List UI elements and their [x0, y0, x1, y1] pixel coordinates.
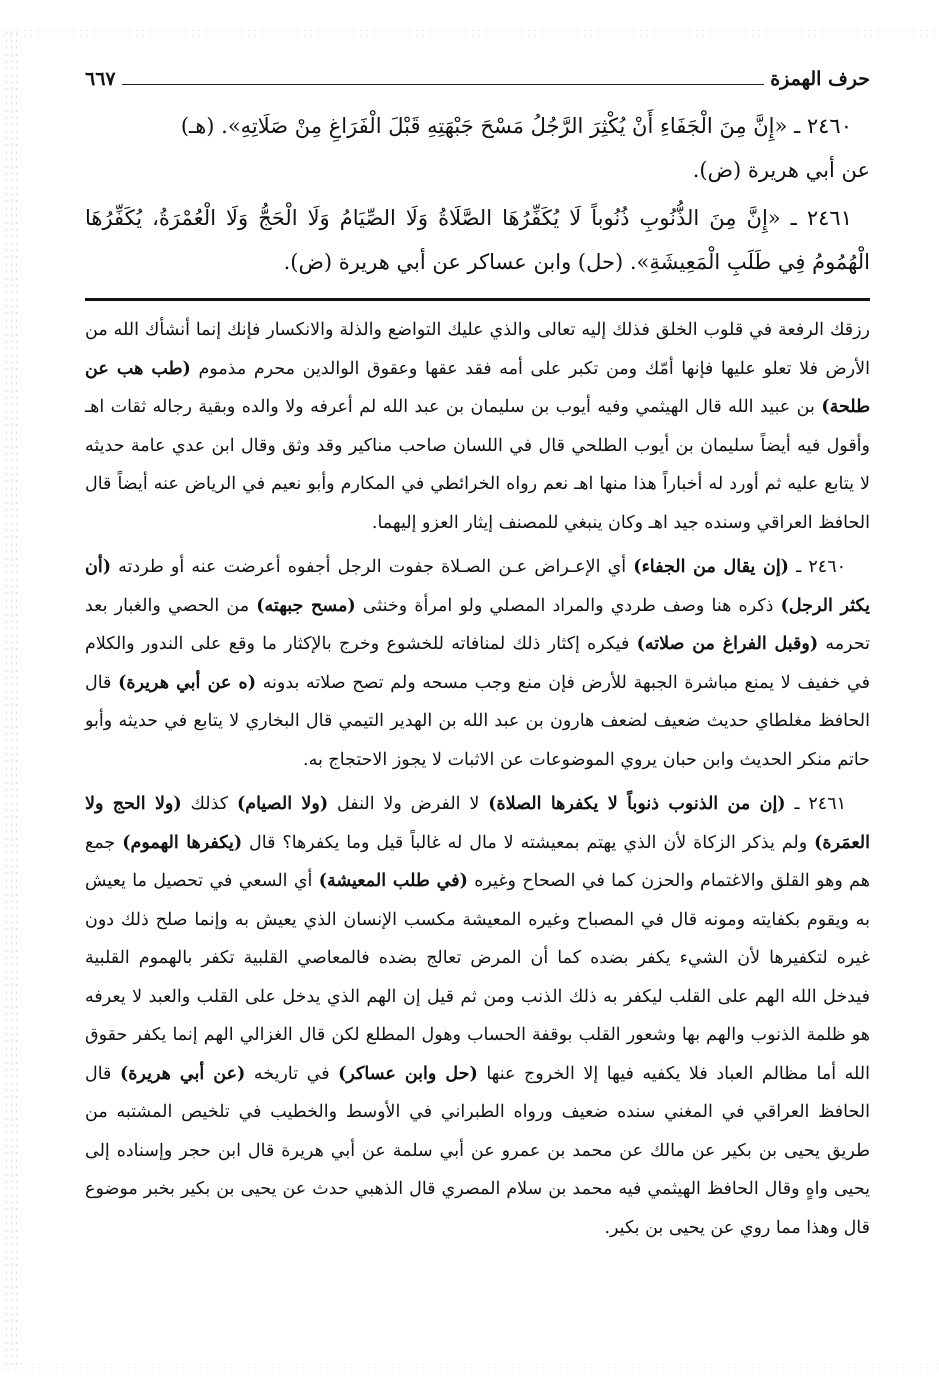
quoted-phrase: (أن يكثر الرجل): [85, 557, 871, 616]
scan-noise-bottom: [0, 1362, 939, 1372]
running-header: [85, 60, 870, 90]
commentary-text: فيكره إكثار ذلك لمنافاته للخشوع وخرج بالإكثار ما وقع على الندور والكلام في خفيف لا يمنع مباشرة الجبهة للأرض فإن منع وجب مسحه ولم تصح صلاته بدونه: [85, 634, 871, 693]
hadith-2460-source: عن أبي هريرة (ض).: [692, 158, 870, 182]
commentary-text: بن عبيد الله قال الهيثمي وفيه أيوب بن سليمان بن عبد الله لم أعرفه ولا والده وبقية رجاله ثقات اهـ وأقول فيه أيضاً سليمان بن أيوب الطلحي قال في اللسان صاحب مناكير وقد وثق وقال ابن عدي عامة حديثه لا يتابع عليه ثم أورد له أخباراً هذا منها اهـ نعم رواه الخرائطي في المكارم وأبو نعيم في الرياض عنه أيضاً قال الحافظ العراقي وسنده جيد اهـ وكان ينبغي للمصنف إيثار العزو إليهما.: [85, 397, 870, 533]
quoted-phrase: (في طلب المعيشة): [318, 871, 468, 891]
header-rule: [122, 84, 765, 85]
commentary-text: رزقك الرفعة في قلوب الخلق فذلك إليه تعالى والذي عليك التواضع والذلة والانكسار فإنك إنما: [195, 320, 870, 340]
hadith-text-section: [85, 104, 870, 284]
commentary-text: من الحصي والغبار بعد تحرمه: [85, 595, 870, 654]
book-page: [85, 60, 870, 1253]
quoted-phrase: (وقبل الفراغ من صلاته): [636, 634, 819, 654]
quoted-phrase: (ه عن أبي هريرة): [118, 672, 256, 693]
commentary-text: جمع هم وهو القلق والاغتمام والحزن كما في الصحاح وغيره: [85, 832, 870, 891]
scan-noise-top: [0, 28, 939, 38]
page-number: ٦٦٧: [85, 68, 116, 90]
commentary-2460: [85, 548, 870, 779]
quoted-phrase: (ولا الحج ولا العمَرة): [85, 794, 870, 853]
hadith-2461-text: ٢٤٦١ ـ «إِنَّ مِنَ الذُّنُوبِ ذُنُوباً لَا يُكَفِّرُهَا الصَّلَاةُ وَلَا الصِّيَامُ وَلَا الْحَجُّ وَلَا الْعُمْرَةُ، يُكَفِّرُهَا الْهُمُومُ فِي طَلَبِ الْمَعِيشَةِ». (حل) وابن عساكر عن أبي هريرة (ض).: [85, 206, 870, 274]
footnote-divider: [85, 298, 870, 301]
commentary-text: قال الحافظ مغلطاي حديث ضعيف لضعف هارون بن عبد الله بن الهدير التيمي قال البخاري لا يتابع في حديثه وأبو حاتم منكر الحديث وابن حبان يروي الموضوعات عن الاثبات لا يجوز الاحتجاج به.: [85, 672, 870, 770]
quoted-phrase: (ولا الصيام): [236, 794, 329, 814]
entry-number: ٢٤٦٠ ـ: [788, 557, 846, 577]
quoted-phrase: (إن يقال من الجفاء): [633, 557, 789, 577]
commentary-section: [85, 311, 870, 1247]
commentary-text: ذكره هنا وصف طردي والمراد المصلي ولو امرأة وخنثى: [355, 595, 781, 616]
commentary-text: قال الحافظ العراقي في المغني سنده ضعيف ورواه الطبراني في الأوسط والخطيب في تلخيص المشتبه من طريق يحيى بن بكير عن مالك عن محمد بن عمرو عن أبي سلمة عن أبي هريرة قال ابن حجر وإسناده إلى يحيى واهٍ وقال الحافظ الهيثمي فيه محمد بن سلام المصري قال الذهبي حدث عن يحيى بن بكير بخبر موضوع قال وهذا مما روي عن يحيى بن بكير.: [85, 1063, 870, 1238]
commentary-text: ولم يذكر الزكاة لأن الذي يهتم بمعيشته لا مال له غالباً قيل وما يكفرها؟ قال: [242, 832, 815, 853]
hadith-2460: [85, 104, 870, 192]
entry-number: ٢٤٦١ ـ: [785, 794, 847, 814]
quoted-phrase: (مسح جبهته): [256, 595, 356, 616]
commentary-text: أي الإعـراض عـن الصـلاة جفوت الرجل أجفوه أعرضت عنه أو طردته: [111, 557, 634, 577]
commentary-continuation: [85, 311, 870, 542]
quoted-phrase: (يكفرها الهموم): [122, 832, 243, 853]
quoted-phrase: (عن أبي هريرة): [119, 1063, 246, 1084]
commentary-text: كذلك: [181, 794, 237, 814]
commentary-text: لا الفرض ولا النفل: [328, 794, 489, 814]
hadith-2461: [85, 196, 870, 284]
chapter-title: حرف الهمزة: [770, 68, 870, 90]
commentary-text: أي السعي في تحصيل ما يعيش به ويقوم بكفايته ومونه قال في المصباح وغيره المعيشة مكسب الإنسان الذي يعيش به وإنما صلح ذلك دون غيره لتكفيرها لأن الشيء يكفر بضده كما أن المرض تعالج بضده فالمعاصي القلبية تكفر بالهموم القلبية فيدخل الله الهم على القلب ليكفر به ذلك الذنب ومن ثم قيل إن الهم الذي يدخل على القلب والعبد لا يعرفه هو ظلمة الذنوب والهم بها وشعور القلب بوقفة الحساب وهول المطلع لكن قال الغزالي الهم إنما يكفر حقوق الله أما مظالم العباد فلا يكفيه فيها إلا الخروج عنها: [85, 871, 870, 1084]
hadith-2460-text: ٢٤٦٠ ـ «إِنَّ مِنَ الْجَفَاءِ أَنْ يُكْثِرَ الرَّجُلُ مَسْحَ جَبْهَتِهِ قَبْلَ الْفَرَاغِ مِنْ صَلَاتِهِ». (هـ): [180, 114, 852, 138]
commentary-text: مذموم: [198, 358, 247, 379]
scan-noise-left: [4, 30, 18, 1370]
commentary-citation: (طب هب عن طلحة): [85, 358, 870, 417]
commentary-text: في تاريخه: [245, 1063, 339, 1084]
commentary-text: أنشأك الله من الأرض فلا تعلو عليها فإنها أمّك ومن تكبر على أمه فقد عقها وعقوق الوالدين محرم: [85, 320, 870, 379]
quoted-phrase: (حل وابن عساكر): [338, 1063, 478, 1084]
quoted-phrase: (إن من الذنوب ذنوباً لا يكفرها الصلاة): [488, 794, 786, 814]
commentary-2461: [85, 785, 870, 1247]
